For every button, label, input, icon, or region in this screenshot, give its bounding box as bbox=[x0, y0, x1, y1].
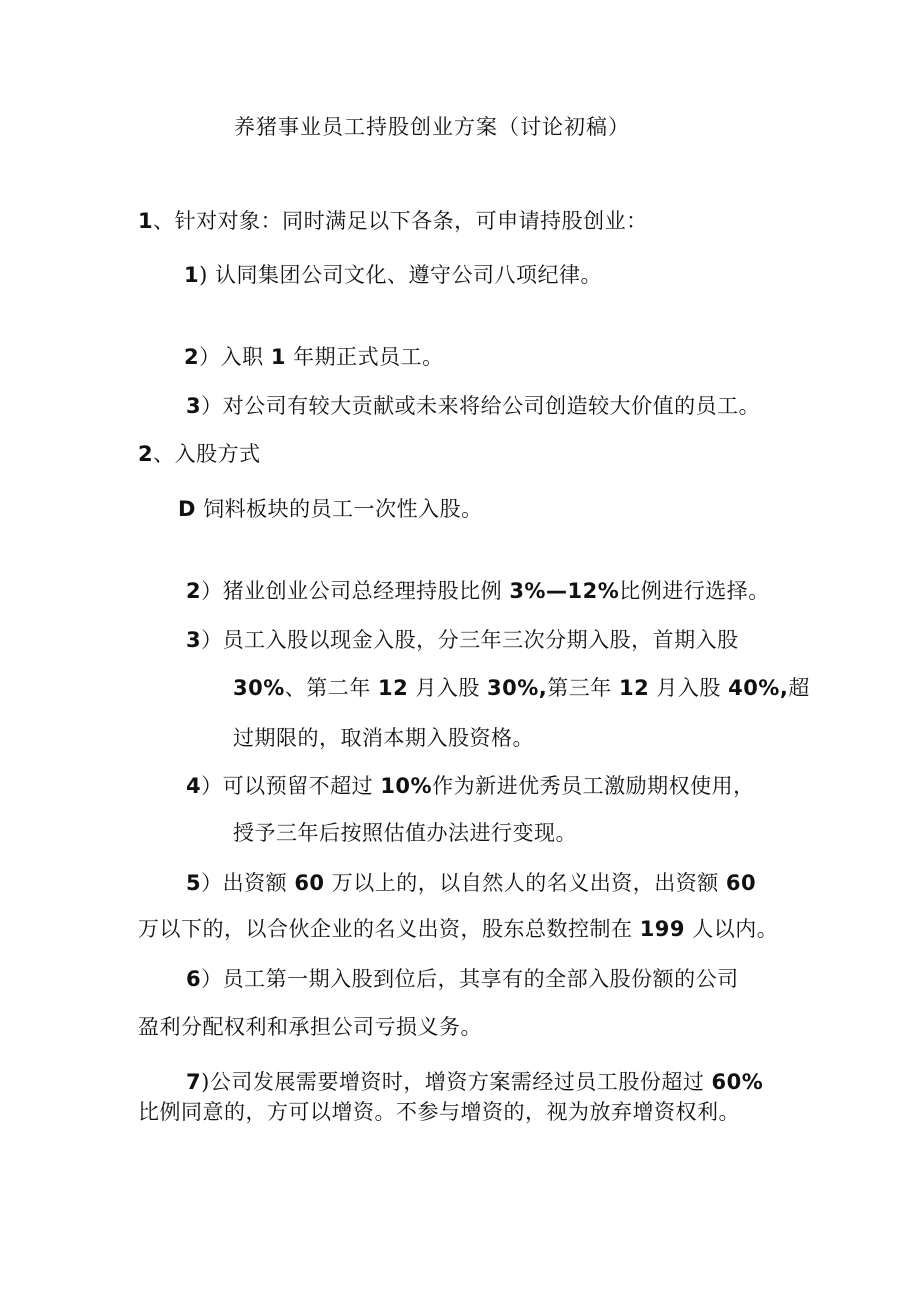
item-text: 、第二年 bbox=[284, 676, 378, 700]
section-text: 、入股方式 bbox=[153, 442, 261, 466]
item-text: 第三年 bbox=[547, 676, 619, 700]
section-2-item-3-line-1 bbox=[186, 625, 739, 655]
item-value: 60 bbox=[725, 871, 757, 895]
section-2-item-4-line-1 bbox=[186, 771, 755, 801]
item-value: 30%, bbox=[487, 676, 548, 700]
item-text: 人以内。 bbox=[685, 917, 779, 941]
item-number: D bbox=[178, 497, 196, 521]
item-text: ）入职 bbox=[199, 345, 271, 369]
page-title: 养猪事业员工持股创业方案（讨论初稿） bbox=[234, 115, 630, 139]
item-number: 6 bbox=[186, 967, 202, 991]
item-value: 60% bbox=[711, 1070, 764, 1094]
item-number: 3 bbox=[186, 628, 202, 652]
item-value: 10% bbox=[380, 774, 433, 798]
item-text: 月入股 bbox=[408, 676, 488, 700]
item-text: 月入股 bbox=[649, 676, 729, 700]
section-2-item-1 bbox=[178, 494, 483, 524]
section-2-heading bbox=[138, 439, 261, 469]
item-value: 1 bbox=[270, 345, 286, 369]
item-value: 3%—12% bbox=[509, 579, 620, 603]
section-1-heading bbox=[138, 206, 648, 236]
section-2-item-6-line-1 bbox=[186, 964, 739, 994]
item-number: 3 bbox=[186, 394, 202, 418]
section-2-item-4-line-2: 授予三年后按照估值办法进行变现。 bbox=[233, 821, 577, 845]
section-2-item-3-line-3: 过期限的，取消本期入股资格。 bbox=[233, 726, 534, 750]
section-2-item-7-line-1 bbox=[186, 1067, 763, 1097]
item-text: )公司发展需要增资时，增资方案需经过员工股份超过 bbox=[201, 1070, 712, 1094]
item-value: 40%, bbox=[728, 676, 789, 700]
item-value: 12 bbox=[377, 676, 409, 700]
item-text: ）对公司有较大贡献或未来将给公司创造较大价值的员工。 bbox=[201, 394, 761, 418]
item-number: 7 bbox=[186, 1070, 202, 1094]
item-number: 1 bbox=[184, 263, 200, 287]
item-value: 60 bbox=[294, 871, 325, 895]
section-1-item-3 bbox=[186, 391, 760, 421]
section-number: 2 bbox=[138, 442, 154, 466]
item-value: 199 bbox=[639, 917, 686, 941]
item-number: 5 bbox=[186, 871, 202, 895]
section-number: 1 bbox=[138, 209, 154, 233]
section-1-item-1 bbox=[184, 260, 602, 290]
item-value: 12 bbox=[618, 676, 650, 700]
item-text: 万以上的，以自然人的名义出资，出资额 bbox=[324, 871, 726, 895]
section-1-item-2 bbox=[184, 342, 444, 372]
item-text: ）员工入股以现金入股，分三年三次分期入股，首期入股 bbox=[201, 628, 739, 652]
item-text: ）猪业创业公司总经理持股比例 bbox=[201, 579, 510, 603]
item-text: 超 bbox=[788, 676, 810, 700]
item-text: 饲料板块的员工一次性入股。 bbox=[195, 497, 483, 521]
item-number: 2 bbox=[184, 345, 200, 369]
section-text: 、针对对象：同时满足以下各条，可申请持股创业： bbox=[153, 209, 648, 233]
item-text: 比例进行选择。 bbox=[619, 579, 770, 603]
section-2-item-7-line-2: 比例同意的，方可以增资。不参与增资的，视为放弃增资权利。 bbox=[138, 1100, 740, 1124]
section-2-item-5-line-1 bbox=[186, 868, 756, 898]
item-text: ）出资额 bbox=[201, 871, 295, 895]
section-2-item-6-line-2: 盈利分配权利和承担公司亏损义务。 bbox=[138, 1015, 482, 1039]
item-number: 4 bbox=[186, 774, 202, 798]
item-text: 万以下的，以合伙企业的名义出资，股东总数控制在 bbox=[138, 917, 640, 941]
item-text: ）可以预留不超过 bbox=[201, 774, 381, 798]
section-2-item-3-line-2 bbox=[233, 673, 810, 703]
item-text: 作为新进优秀员工激励期权使用， bbox=[432, 774, 755, 798]
item-text: 年期正式员工。 bbox=[285, 345, 444, 369]
item-text: ) 认同集团公司文化、遵守公司八项纪律。 bbox=[199, 263, 602, 287]
section-2-item-5-line-2 bbox=[138, 914, 778, 944]
section-2-item-2 bbox=[186, 576, 770, 606]
item-number: 2 bbox=[186, 579, 202, 603]
item-value: 30% bbox=[233, 676, 285, 700]
item-text: ）员工第一期入股到位后，其享有的全部入股份额的公司 bbox=[201, 967, 739, 991]
